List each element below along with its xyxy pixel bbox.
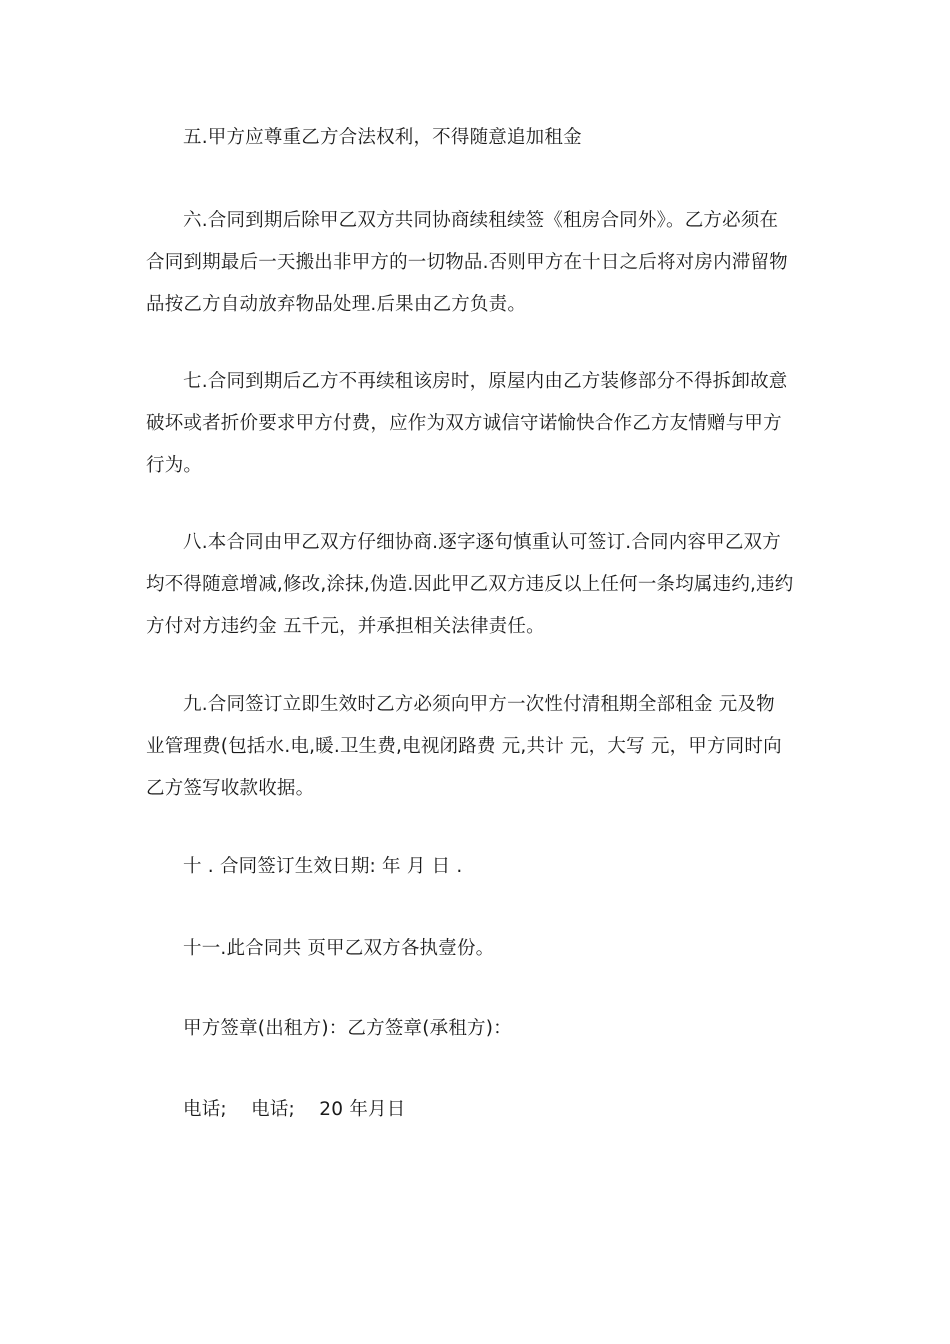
phone-date-line xyxy=(146,1089,843,1131)
clause-line: 破坏或者折价要求甲方付费，应作为双方诚信守诺愉快合作乙方友情赠与甲方 xyxy=(146,413,782,434)
clause-11 xyxy=(146,928,843,970)
clause-line: 九.合同签订立即生效时乙方必须向甲方一次性付清租期全部租金 元及物 xyxy=(183,694,775,715)
clause-10 xyxy=(146,846,843,888)
clause-line: 七.合同到期后乙方不再续租该房时，原屋内由乙方装修部分不得拆卸故意 xyxy=(183,371,788,392)
clause-line: 行为。 xyxy=(146,455,203,476)
clause-line: 均不得随意增减,修改,涂抹,伪造.因此甲乙双方违反以上任何一条均属违约,违约 xyxy=(146,574,794,595)
clause-9 xyxy=(146,684,806,810)
signature-line xyxy=(146,1008,843,1050)
clause-line: 品按乙方自动放弃物品处理.后果由乙方负责。 xyxy=(146,294,527,315)
signature-text: 甲方签章(出租方)：乙方签章(承租方)： xyxy=(183,1018,512,1039)
clause-5 xyxy=(146,117,843,159)
clause-line: 乙方签写收款收据。 xyxy=(146,778,315,799)
clause-line: 五.甲方应尊重乙方合法权利，不得随意追加租金 xyxy=(183,127,582,148)
clause-line: 六.合同到期后除甲乙双方共同协商续租续签《租房合同外》。乙方必须在 xyxy=(183,210,779,231)
clause-line: 十一.此合同共 页甲乙双方各执壹份。 xyxy=(183,938,495,959)
clause-6 xyxy=(146,200,806,326)
clause-line: 十 . 合同签订生效日期: 年 月 日 . xyxy=(183,856,463,877)
clause-line: 业管理费(包括水.电,暖.卫生费,电视闭路费 元,共计 元，大写 元，甲方同时向 xyxy=(146,736,782,757)
clause-8 xyxy=(146,522,806,648)
phone-date-text: 电话; 电话; 20 年月日 xyxy=(183,1099,406,1120)
clause-line: 方付对方违约金 五千元，并承担相关法律责任。 xyxy=(146,616,545,637)
clause-7 xyxy=(146,361,806,487)
clause-line: 合同到期最后一天搬出非甲方的一切物品.否则甲方在十日之后将对房内滞留物 xyxy=(146,252,788,273)
clause-line: 八.本合同由甲乙双方仔细协商.逐字逐句慎重认可签订.合同内容甲乙双方 xyxy=(183,532,781,553)
